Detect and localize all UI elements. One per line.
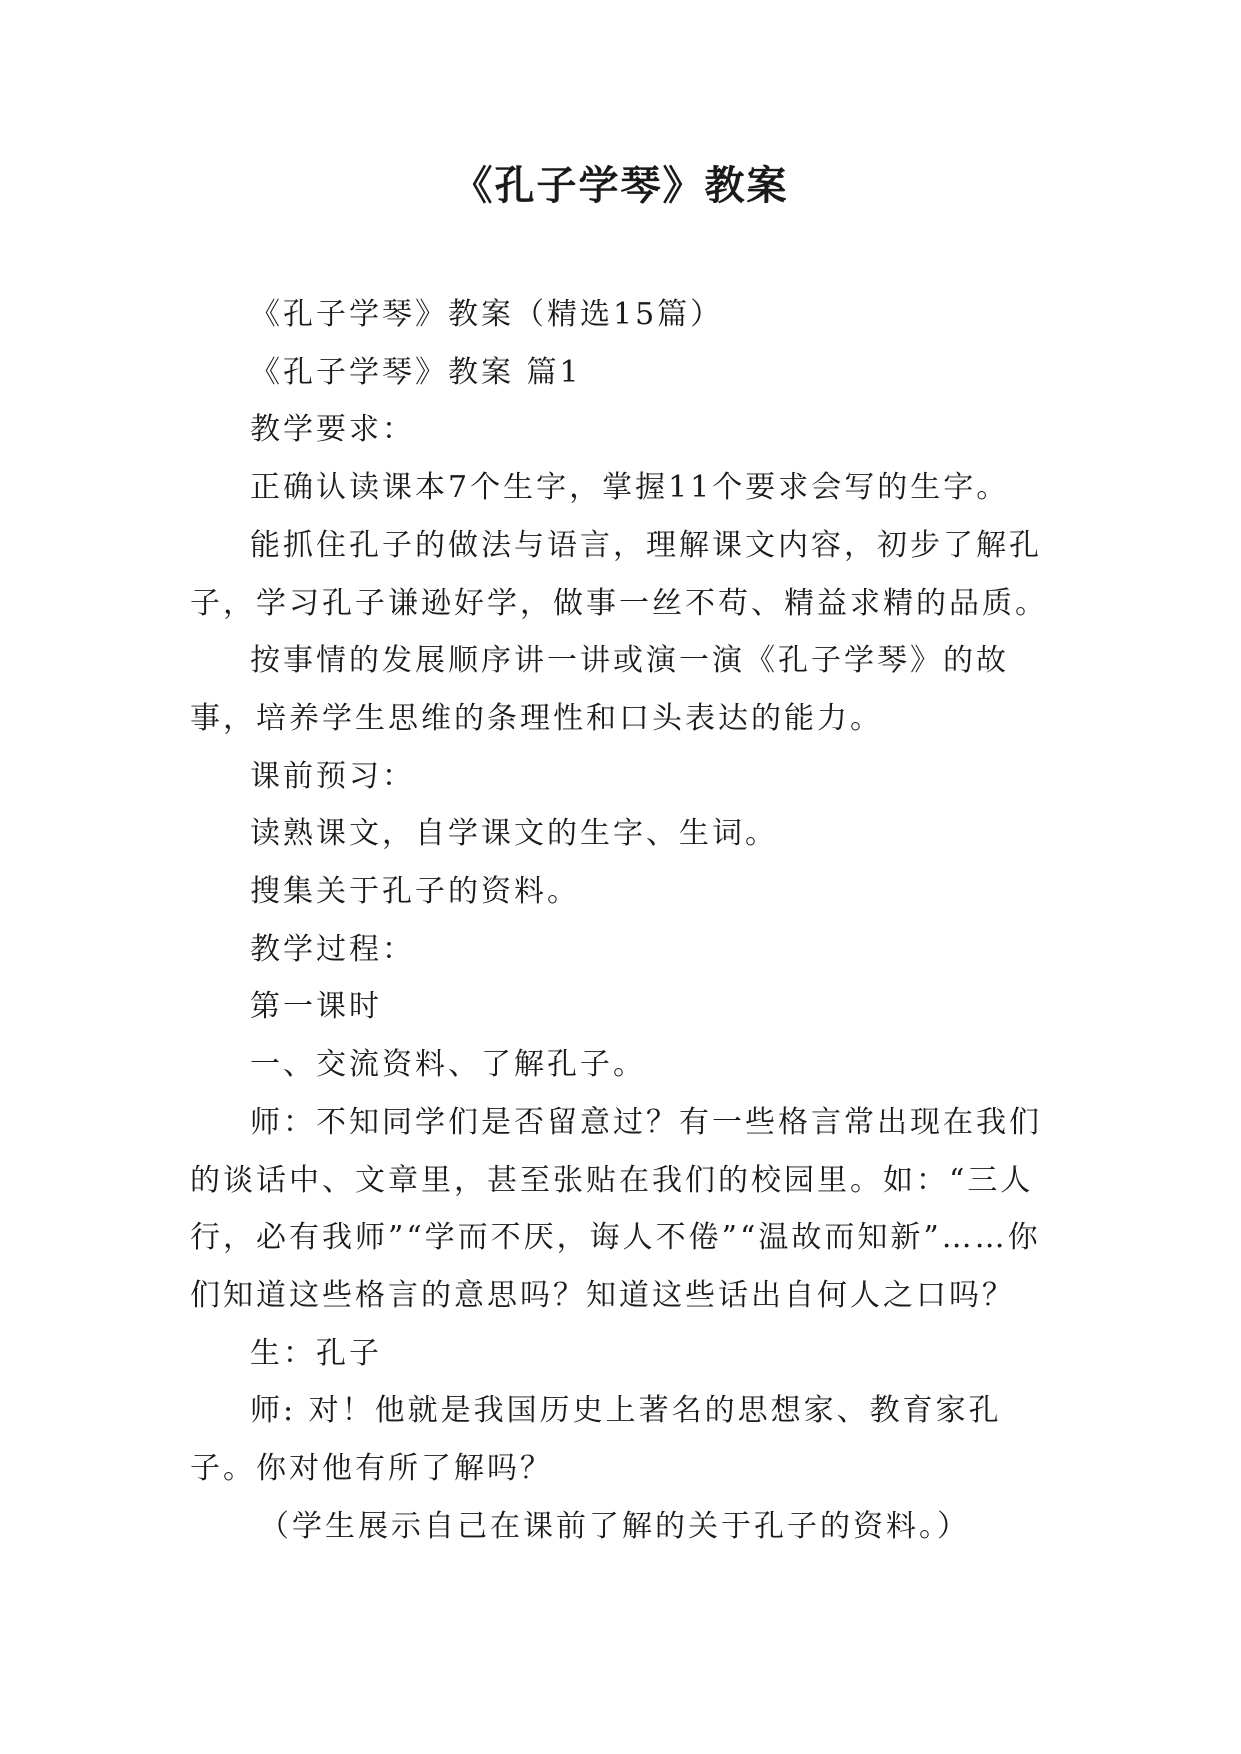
document-body [190, 286, 1060, 1555]
paragraph-teaching-requirements-heading: 教学要求： [250, 412, 415, 448]
paragraph-requirement-1: 正确认读课本7个生字，掌握11个要求会写的生字。 [250, 470, 1010, 506]
paragraph-preview-heading: 课前预习： [250, 758, 415, 794]
paragraph-requirement-2: 能抓住孔子的做法与语言，理解课文内容，初步了解孔子，学习孔子谦逊好学，做事一丝不苟、精益求精的品质。 [190, 527, 1048, 621]
paragraph-process-heading: 教学过程： [250, 931, 415, 967]
paragraph-first-lesson: 第一课时 [250, 989, 382, 1025]
paragraph-student-activity: （学生展示自己在课前了解的关于孔子的资料。） [259, 1508, 970, 1544]
paragraph-collection-title: 《孔子学琴》教案（精选15篇） [250, 297, 724, 332]
paragraph-preview-2: 搜集关于孔子的资料。 [250, 874, 580, 910]
paragraph-step-one: 一、交流资料、了解孔子。 [250, 1047, 646, 1083]
paragraph-teacher-reply: 师: 对！他就是我国历史上著名的思想家、教育家孔子。你对他有所了解吗？ [190, 1393, 1002, 1487]
paragraph-student-answer: 生：孔子 [250, 1335, 382, 1371]
paragraph-teacher-question: 师：不知同学们是否留意过？有一些格言常出现在我们的谈话中、文章里，甚至张贴在我们的校园里。如：“三人行，必有我师”“学而不厌，诲人不倦”“温故而知新”……你们知道这些格言的意思吗？知道这些话出自何人之口吗？ [190, 1104, 1042, 1313]
paragraph-requirement-3: 按事情的发展顺序讲一讲或演一演《孔子学琴》的故事，培养学生思维的条理性和口头表达的能力。 [190, 643, 1009, 736]
paragraph-section-heading: 《孔子学琴》教案 篇1 [250, 354, 582, 390]
paragraph-preview-1: 读熟课文，自学课文的生字、生词。 [250, 816, 778, 852]
document-title: 《孔子学琴》教案 [452, 163, 789, 209]
